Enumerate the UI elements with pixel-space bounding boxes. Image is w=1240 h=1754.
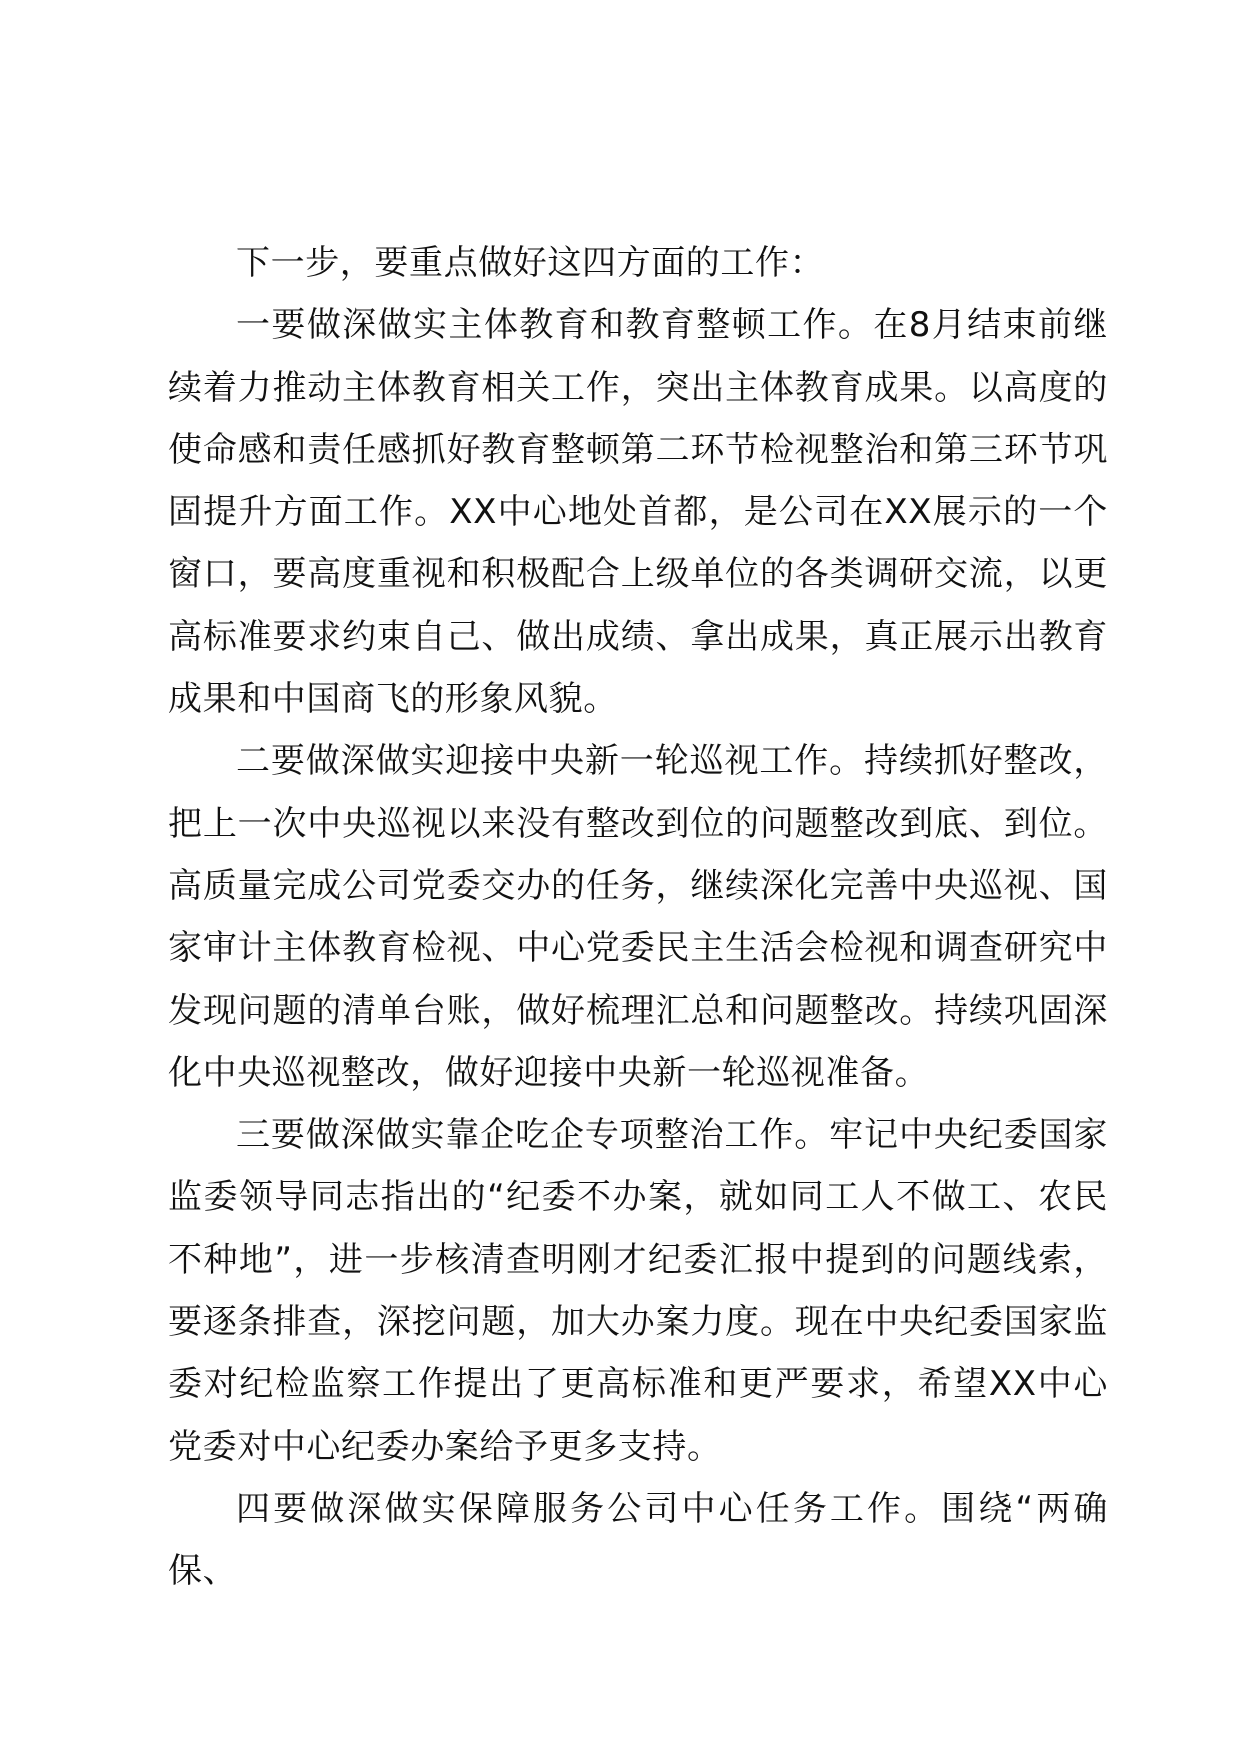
document-body — [168, 232, 1108, 1603]
paragraph-point-two: 二要做深做实迎接中央新一轮巡视工作。持续抓好整改，把上一次中央巡视以来没有整改到位的问题整改到底、到位。高质量完成公司党委交办的任务，继续深化完善中央巡视、国家审计主体教育检视、中心党委民主生活会检视和调查研究中发现问题的清单台账，做好梳理汇总和问题整改。持续巩固深化中央巡视整改，做好迎接中央新一轮巡视准备。 — [168, 741, 1108, 1093]
paragraph-point-three: 三要做深做实靠企吃企专项整治工作。牢记中央纪委国家监委领导同志指出的“纪委不办案，就如同工人不做工、农民不种地”，进一步核清查明刚才纪委汇报中提到的问题线索，要逐条排查，深挖问题，加大办案力度。现在中央纪委国家监委对纪检监察工作提出了更高标准和更严要求，希望XX中心党委对中心纪委办案给予更多支持。 — [168, 1115, 1108, 1467]
paragraph-point-one: 一要做深做实主体教育和教育整顿工作。在8月结束前继续着力推动主体教育相关工作，突出主体教育成果。以高度的使命感和责任感抓好教育整顿第二环节检视整治和第三环节巩固提升方面工作。XX中心地处首都，是公司在XX展示的一个窗口，要高度重视和积极配合上级单位的各类调研交流，以更高标准要求约束自己、做出成绩、拿出成果，真正展示出教育成果和中国商飞的形象风貌。 — [168, 305, 1108, 720]
paragraph-intro: 下一步，要重点做好这四方面的工作： — [236, 243, 825, 283]
paragraph-point-four: 四要做深做实保障服务公司中心任务工作。围绕“两确保、 — [168, 1488, 1108, 1592]
